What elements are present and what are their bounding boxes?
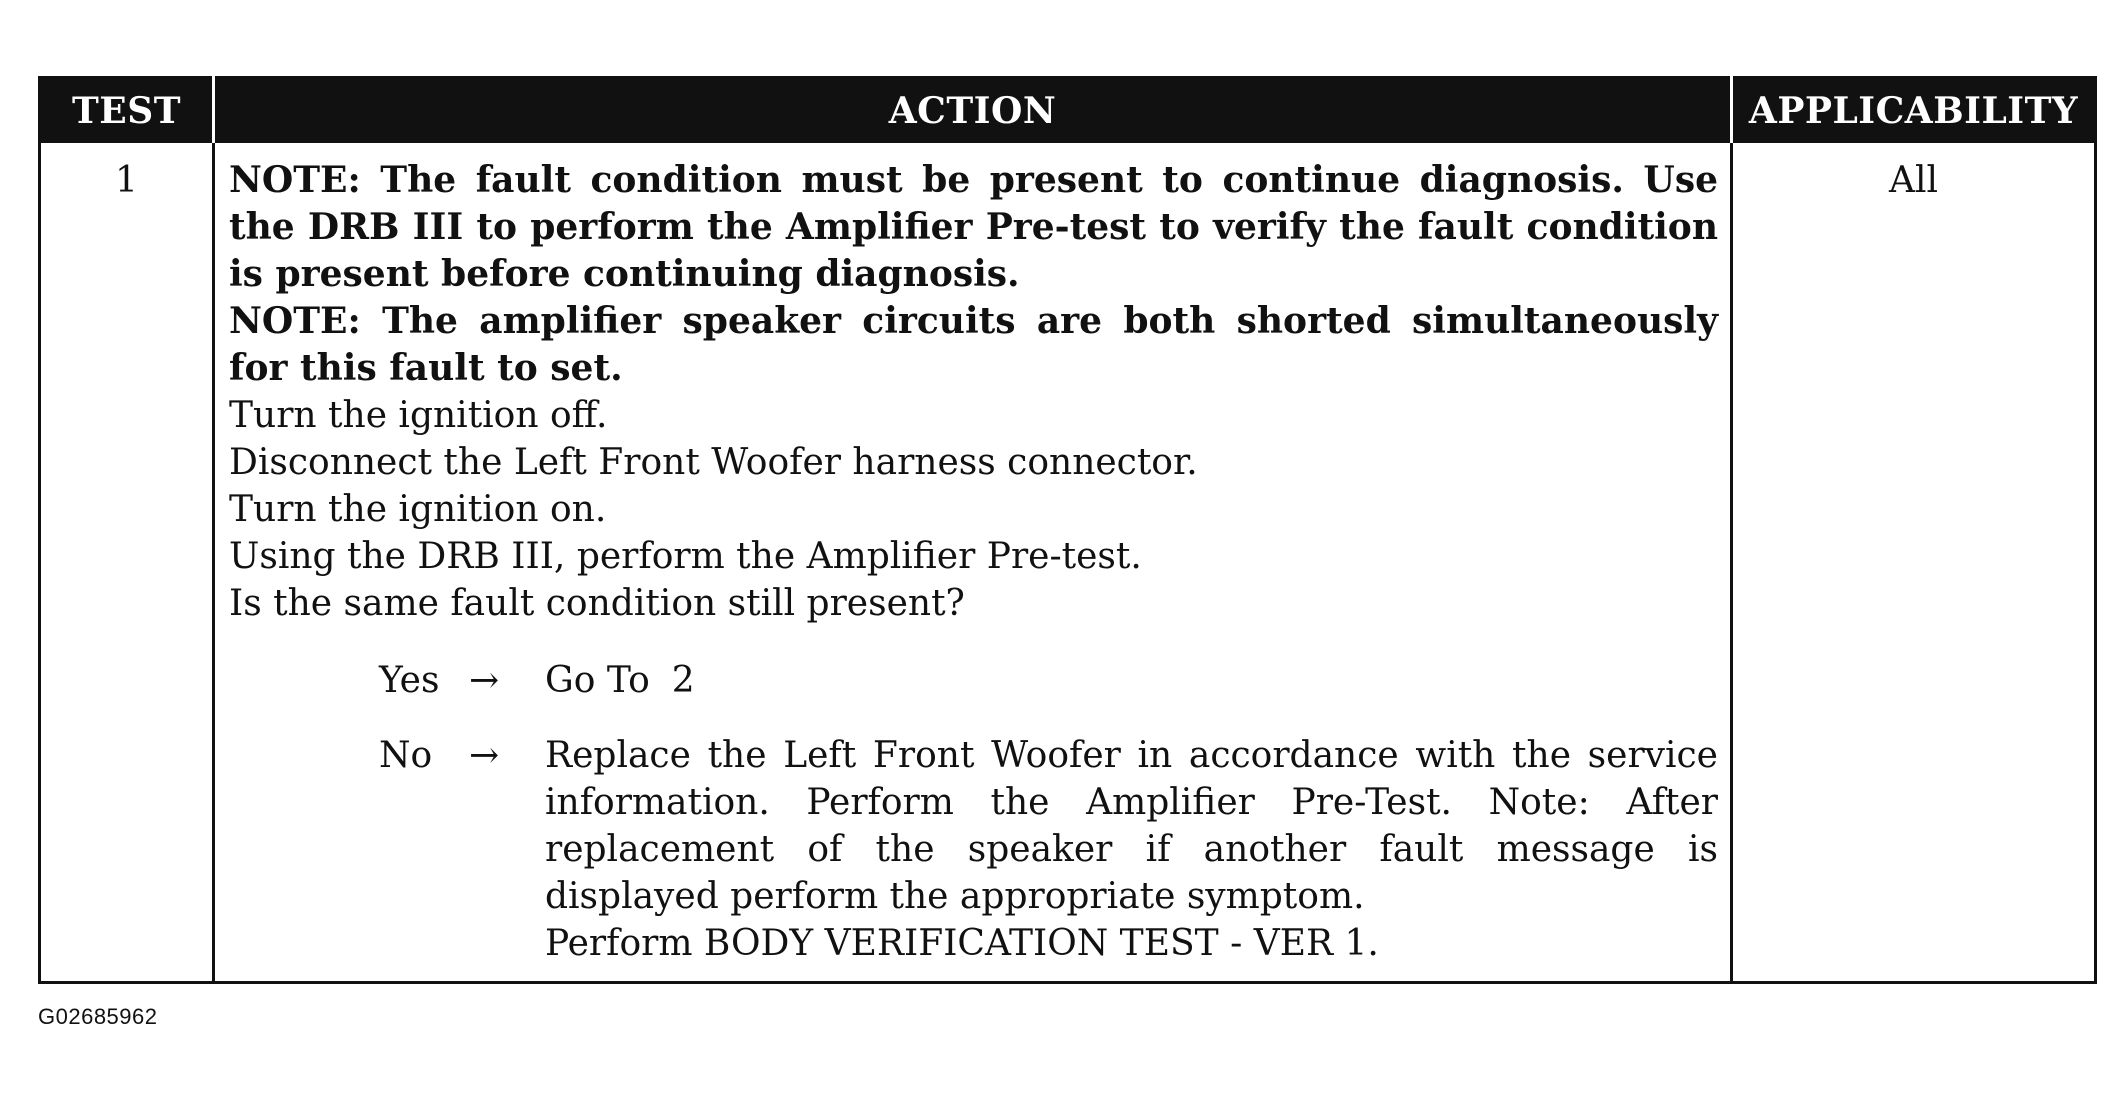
action-cell — [214, 143, 1732, 983]
applicability-value: All — [1888, 160, 1939, 201]
right-arrow-icon: → — [469, 735, 500, 776]
step-ignition-off: Turn the ignition off. — [229, 395, 608, 436]
outcome-no-instructions: Replace the Left Front Woofer in accordance with the service information. Perform the Amplifier Pre-Test. Note: After replacement of the speaker if another fault message is displayed perform the appropriate symptom. — [545, 735, 1718, 917]
outcome-no-result — [545, 732, 1718, 967]
step-ignition-on: Turn the ignition on. — [229, 489, 607, 530]
diagnostic-test-table — [38, 76, 2097, 984]
outcome-no — [379, 732, 1718, 967]
header-action: ACTION — [214, 78, 1732, 144]
outcome-no-label: No — [379, 735, 433, 776]
outcome-yes-result — [545, 657, 1718, 704]
goto-text: Go To — [545, 660, 650, 701]
outcome-yes-label: Yes — [379, 660, 440, 701]
goto-number: 2 — [671, 660, 695, 701]
header-test: TEST — [40, 78, 214, 144]
test-number: 1 — [40, 143, 214, 983]
step-disconnect-connector: Disconnect the Left Front Woofer harness connector. — [229, 442, 1198, 483]
note-fault-condition: NOTE: The fault condition must be present to continue diagnosis. Use the DRB III to perform the Amplifier Pre-test to verify the fault condition is present before continuing diagnosis. — [229, 159, 1718, 295]
figure-id: G02685962 — [38, 1004, 158, 1029]
table-row — [40, 143, 2096, 983]
header-applicability: APPLICABILITY — [1732, 78, 2096, 144]
step-question: Is the same fault condition still present? — [229, 583, 965, 624]
step-perform-pretest: Using the DRB III, perform the Amplifier Pre-test. — [229, 536, 1142, 577]
right-arrow-icon: → — [469, 660, 500, 701]
table-header-row — [40, 78, 2096, 144]
outcome-yes — [379, 657, 1718, 704]
outcome-no-verification: Perform BODY VERIFICATION TEST - VER 1. — [545, 923, 1379, 964]
note-shorted-circuits: NOTE: The amplifier speaker circuits are both shorted simultaneously for this fault to set. — [229, 300, 1718, 389]
